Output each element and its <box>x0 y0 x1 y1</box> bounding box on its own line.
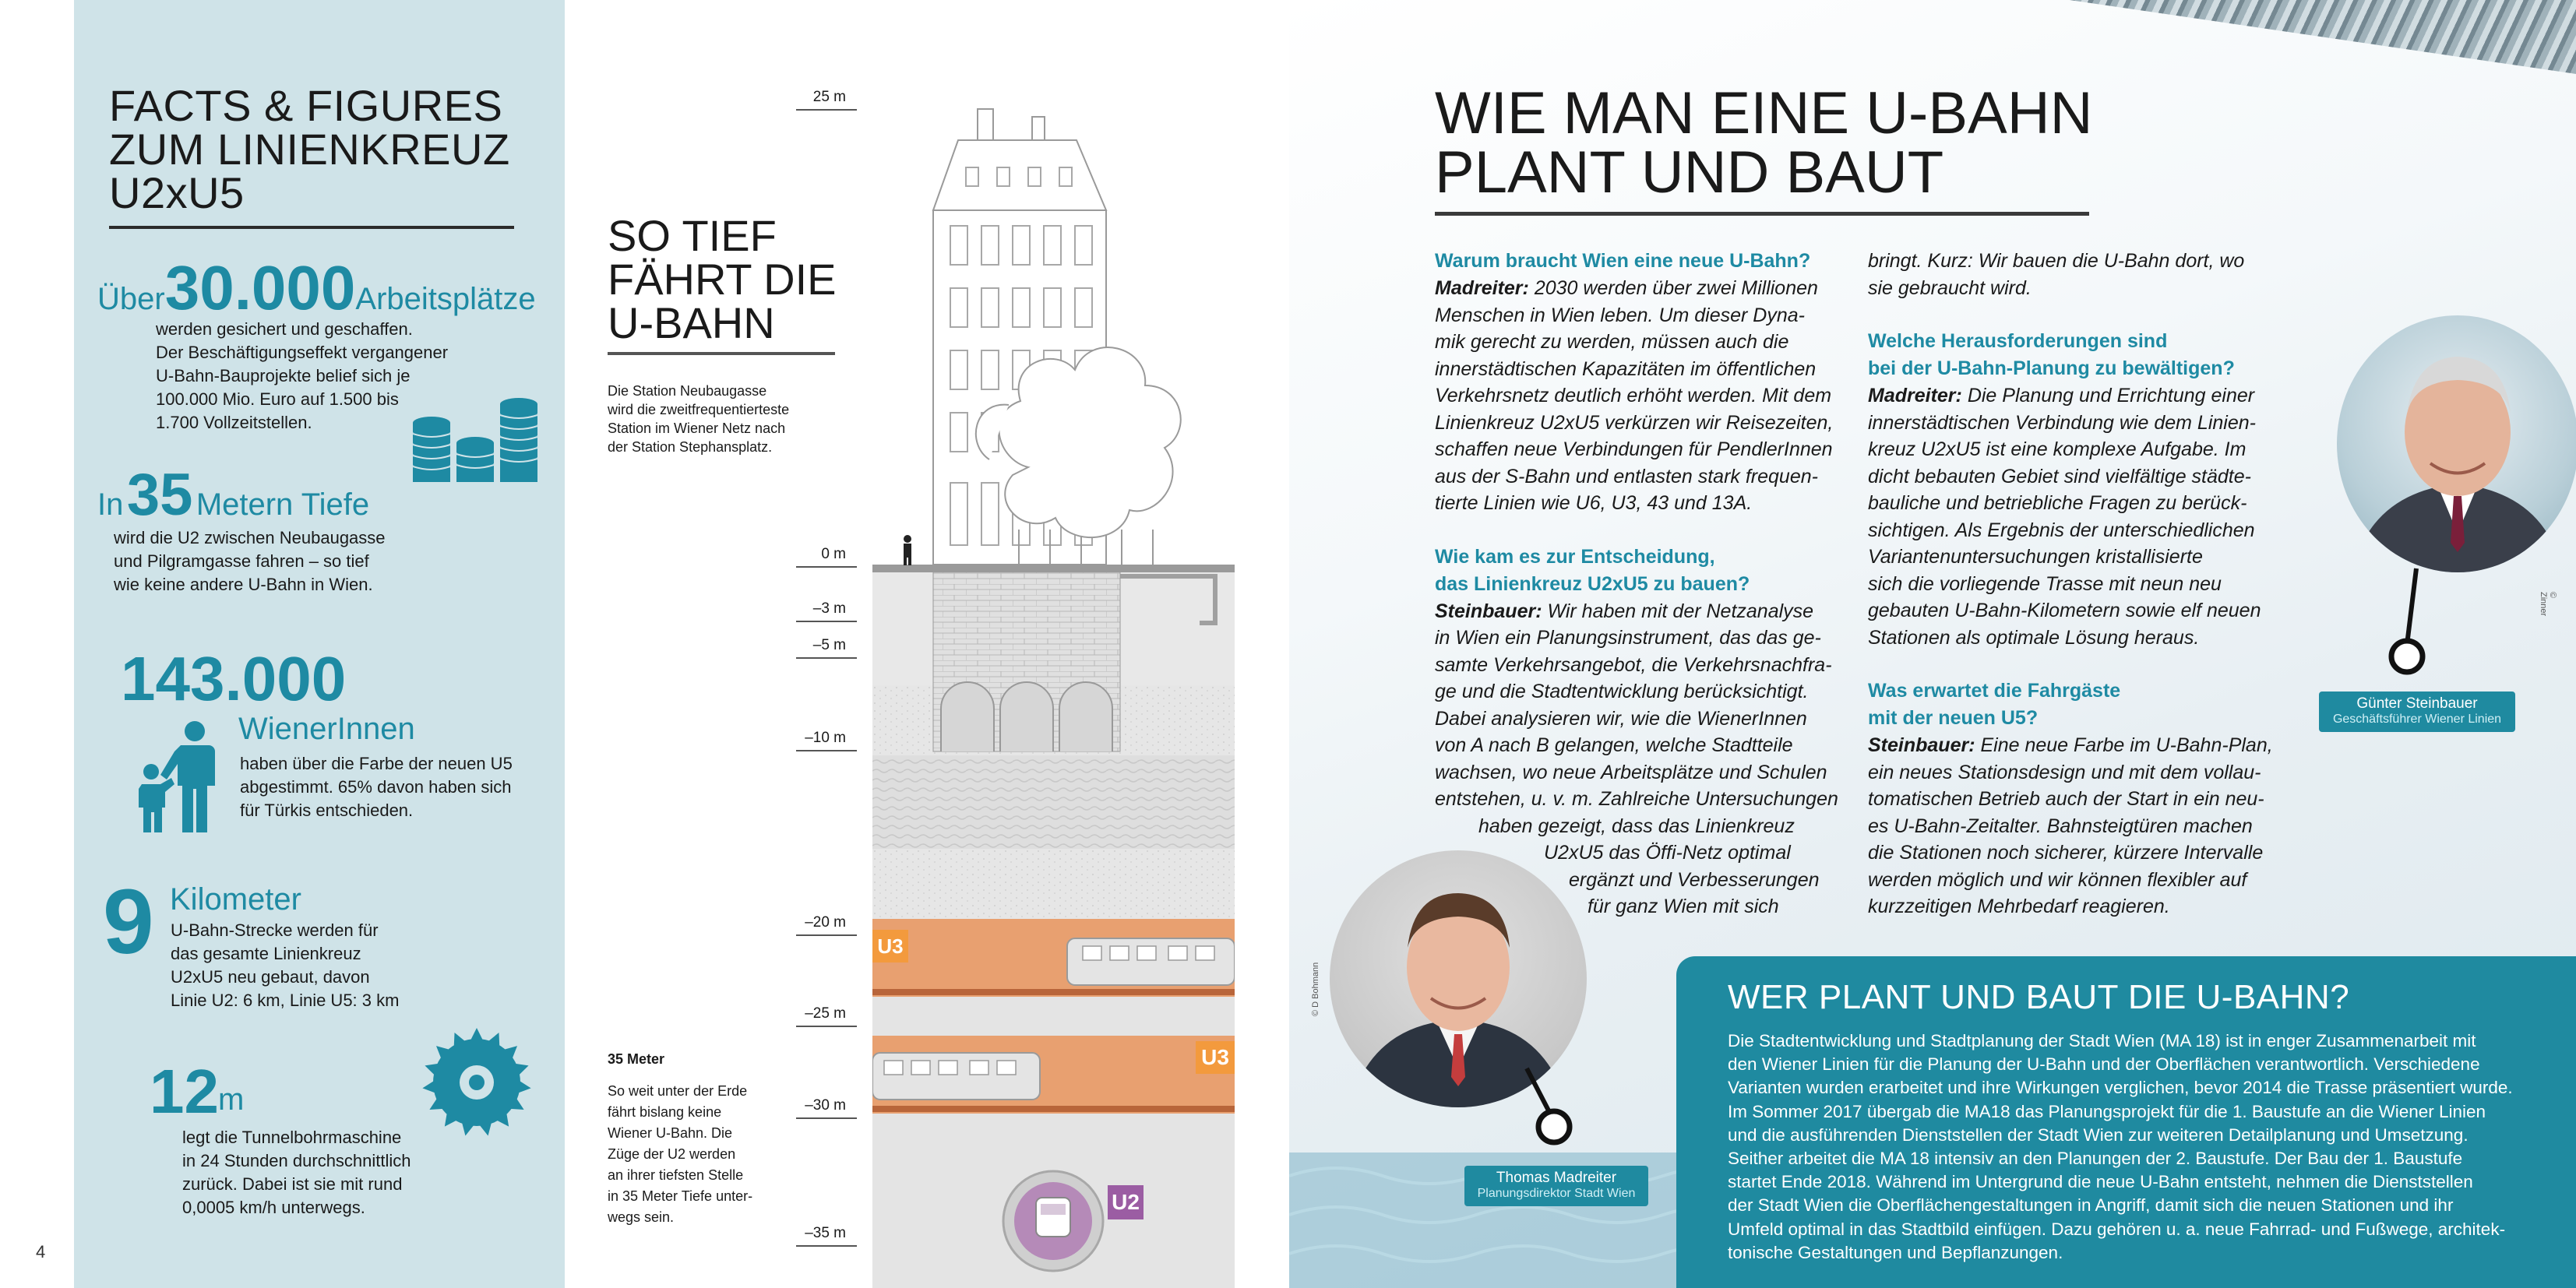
interview-answer <box>1435 275 1840 517</box>
answer-line: Linienkreuz U2xU5 verkürzen wir Reisezeiten, <box>1435 411 1834 434</box>
depth-label: –5 m <box>812 637 846 653</box>
photo-credit: © Zinner <box>2539 592 2557 617</box>
text-line: 1.700 Vollzeitstellen. <box>156 413 312 432</box>
depth-label: 25 m <box>812 89 846 105</box>
u3-badge: U3 <box>872 930 908 962</box>
text-line: Seither arbeitet die MA 18 intensiv an den Planungen der 2. Baustufe. Der Bau der 1. Baustufe <box>1728 1149 2463 1169</box>
question-line: bei der U-Bahn-Planung zu bewältigen? <box>1868 357 2235 379</box>
interview-question <box>1868 328 2289 382</box>
text-line: den Wiener Linien für die Planung der U-Bahn und der Oberflächen verantwortlich. Verschiedene <box>1728 1054 2480 1075</box>
answer-line: für ganz Wien mit sich <box>1588 896 1779 917</box>
stat-jobs-text <box>156 318 448 435</box>
answer-line: gebauten U-Bahn-Kilometern sowie elf neuen <box>1868 600 2261 621</box>
person-name: Thomas Madreiter <box>1496 1170 1617 1186</box>
text-line: wie keine andere U-Bahn in Wien. <box>114 575 373 594</box>
decorative-stripes <box>2070 0 2576 74</box>
text-line: zurück. Dabei ist sie mit rund <box>182 1174 403 1194</box>
text-line: in 24 Stunden durchschnittlich <box>182 1151 411 1170</box>
text-line: der Station Stephansplatz. <box>608 439 773 455</box>
text-line: Der Beschäftigungseffekt vergangener <box>156 343 449 362</box>
madreiter-name-tag <box>1464 1166 1648 1206</box>
depth-label: –25 m <box>805 1005 846 1022</box>
question-line: Wie kam es zur Entscheidung, <box>1435 545 1715 568</box>
depth-tick <box>796 621 857 622</box>
text-line: Im Sommer 2017 übergab die MA18 das Planungsprojekt für die 1. Baustufe an die Wiener Linien <box>1728 1101 2486 1121</box>
article-column-1 <box>1435 248 1840 920</box>
speaker-name: Madreiter: <box>1435 277 1529 299</box>
pin-marker-icon <box>1519 1067 1573 1153</box>
title-line: FÄHRT DIE <box>608 255 837 304</box>
text-line: 0,0005 km/h unterwegs. <box>182 1198 365 1217</box>
speaker-name: Steinbauer: <box>1435 600 1542 622</box>
answer-line: samte Verkehrsangebot, die Verkehrsnachfra- <box>1435 653 1832 676</box>
text-line: Züge der U2 werden <box>608 1146 736 1162</box>
answer-line: bauliche und betriebliche Fragen zu berück- <box>1868 492 2247 514</box>
text-line: U-Bahn-Strecke werden für <box>171 920 379 940</box>
depth-diagram-title <box>608 211 837 347</box>
u2-badge: U2 <box>1108 1185 1144 1219</box>
stat-km-text <box>171 919 399 1012</box>
answer-line: die Stationen noch sicherer, kürzere Intervalle <box>1868 842 2264 864</box>
text-line: Umfeld optimal in das Stadtbild einfügen. Dazu gehören u. a. neue Fahrrad- und Fußwege, architek- <box>1728 1219 2506 1239</box>
answer-line: kreuz U2xU5 ist eine komplexe Aufgabe. Im <box>1868 438 2247 460</box>
stat-voters-number: 143.000 <box>121 644 347 713</box>
interview-question <box>1435 248 1840 275</box>
stat-tbm-number: 12 <box>150 1057 219 1126</box>
answer-line: dicht bebauten Gebiet sind vielfältige städte- <box>1868 465 2251 487</box>
interview-question <box>1435 544 1840 598</box>
answer-line: Eine neue Farbe im U-Bahn-Plan, <box>1975 734 2273 756</box>
depth-35m-title: 35 Meter <box>608 1051 665 1067</box>
stat-voters-unit: WienerInnen <box>238 712 415 746</box>
depth-tick <box>796 934 857 936</box>
depth-tick <box>796 1117 857 1119</box>
info-box-title: WER PLANT UND BAUT DIE U-BAHN? <box>1728 978 2350 1016</box>
answer-line: ge und die Stadtentwicklung berücksichtigt. <box>1435 681 1809 702</box>
text-line: Die Stadtentwicklung und Stadtplanung der Stadt Wien (MA 18) ist in enger Zusammenarbeit mit <box>1728 1031 2476 1050</box>
tunnel-boring-machine-icon <box>421 1026 534 1139</box>
title-line: PLANT UND BAUT <box>1435 139 1944 206</box>
question-line: Was erwartet die Fahrgäste <box>1868 680 2121 702</box>
interview-answer <box>1868 248 2289 301</box>
article-title <box>1435 80 2093 206</box>
answer-line: innerstädtischen Verbindung wie dem Linien- <box>1868 411 2256 434</box>
question-line: mit der neuen U5? <box>1868 707 2039 729</box>
depth-label: –3 m <box>812 600 846 617</box>
speaker-name: Steinbauer: <box>1868 734 1975 756</box>
interview-question <box>1868 677 2289 732</box>
stat-number: 35 <box>126 462 193 528</box>
stat-voters-text <box>240 752 513 822</box>
u3-badge: U3 <box>1196 1041 1235 1074</box>
answer-line: ein neues Stationsdesign und mit dem vollau- <box>1868 761 2261 783</box>
coin-stacks-icon <box>413 393 541 494</box>
answer-line: es U-Bahn-Zeitalter. Bahnsteigtüren machen <box>1868 815 2253 837</box>
question-line: das Linienkreuz U2xU5 zu bauen? <box>1435 572 1750 595</box>
answer-line: ergänzt und Verbesserungen <box>1569 868 1820 891</box>
depth-tick <box>796 750 857 751</box>
steinbauer-portrait <box>2337 315 2576 572</box>
page-number: 4 <box>36 1242 46 1262</box>
answer-line: innerstädtischen Kapazitäten im öffentlichen <box>1435 357 1817 380</box>
answer-line: Stationen als optimale Lösung heraus. <box>1868 626 2200 649</box>
stat-prefix: Über <box>97 282 165 316</box>
answer-line: aus der S-Bahn und entlasten stark frequen- <box>1435 465 1818 487</box>
text-line: wegs sein. <box>608 1209 675 1225</box>
answer-line: in Wien ein Planungsinstrument, das das ge- <box>1435 627 1821 649</box>
answer-line: sichtigen. Als Ergebnis der unterschiedlichen <box>1868 519 2255 541</box>
stat-tbm-unit: m <box>218 1082 245 1117</box>
family-icon <box>134 720 216 833</box>
answer-line: Menschen in Wien leben. Um dieser Dyna- <box>1435 304 1805 326</box>
question-line: Welche Herausforderungen sind <box>1868 330 2168 352</box>
title-line: SO TIEF <box>608 211 777 260</box>
facts-title-line: U2xU5 <box>109 168 245 217</box>
question-line: Warum braucht Wien eine neue U-Bahn? <box>1435 250 1811 272</box>
answer-line: sie gebraucht wird. <box>1868 276 2032 299</box>
text-line: in 35 Meter Tiefe unter- <box>608 1188 753 1204</box>
interview-answer <box>1868 382 2289 651</box>
text-line: startet Ende 2018. Während im Untergrund die neue U-Bahn entsteht, nehmen die Dienststellen <box>1728 1172 2473 1192</box>
facts-title <box>109 81 510 217</box>
depth-tick <box>796 1026 857 1027</box>
stat-depth-headline <box>97 462 370 528</box>
depth-intro-text <box>608 382 826 456</box>
answer-line: wachsen, wo neue Arbeitsplätze und Schulen <box>1435 761 1827 783</box>
stat-jobs-headline <box>97 253 536 322</box>
answer-line: haben gezeigt, dass das Linienkreuz <box>1478 815 1795 837</box>
text-line: an ihrer tiefsten Stelle <box>608 1167 744 1183</box>
text-line: legt die Tunnelbohrmaschine <box>182 1128 402 1147</box>
text-line: und Pilgramgasse fahren – so tief <box>114 551 369 571</box>
stat-unit: Metern Tiefe <box>196 487 370 522</box>
text-line: U-Bahn-Bauprojekte belief sich je <box>156 366 411 385</box>
answer-line: von A nach B gelangen, welche Stadtteile <box>1435 734 1793 756</box>
facts-title-line: FACTS & FIGURES <box>109 81 503 130</box>
photo-credit: © D Bohmann <box>1311 962 1320 1016</box>
answer-line: schaffen neue Verbindungen für PendlerInnen <box>1435 438 1833 460</box>
answer-line: Verkehrsnetz deutlich erhöht werden. Mit dem <box>1435 385 1832 406</box>
text-line: Varianten wurden erarbeitet und ihre Wirkungen verglichen, bevor 2014 die Trasse präsentiert wurde. <box>1728 1078 2513 1098</box>
depth-label: 0 m <box>821 546 846 562</box>
answer-line: Dabei analysieren wir, wie die WienerInnen <box>1435 707 1807 730</box>
answer-line: Wir haben mit der Netzanalyse <box>1542 600 1814 622</box>
text-line: fährt bislang keine <box>608 1104 722 1120</box>
article-column-2 <box>1868 248 2289 920</box>
steinbauer-name-tag <box>2319 692 2515 732</box>
depth-title-divider <box>608 352 835 355</box>
text-line: tonische Gestaltungen und Bepflanzungen. <box>1728 1242 2063 1262</box>
text-line: haben über die Farbe der neuen U5 <box>240 754 513 773</box>
text-line: 100.000 Mio. Euro auf 1.500 bis <box>156 389 399 409</box>
text-line: das gesamte Linienkreuz <box>171 944 361 963</box>
person-role: Planungsdirektor Stadt Wien <box>1477 1187 1636 1200</box>
title-line: WIE MAN EINE U-BAHN <box>1435 80 2093 146</box>
answer-line: bringt. Kurz: Wir bauen die U-Bahn dort, wo <box>1868 250 2245 272</box>
stat-depth-text <box>114 526 386 596</box>
depth-tick <box>796 657 857 659</box>
text-line: So weit unter der Erde <box>608 1083 748 1099</box>
article-title-divider <box>1435 212 2089 216</box>
depth-tick <box>796 566 857 568</box>
answer-line: Variantenuntersuchungen kristallisierte <box>1868 546 2203 568</box>
depth-label: –10 m <box>805 730 846 746</box>
stat-tbm-text <box>182 1126 411 1219</box>
text-line: abgestimmt. 65% davon haben sich <box>240 777 512 797</box>
person-name: Günter Steinbauer <box>2356 695 2478 712</box>
person-silhouette-icon <box>2337 315 2576 572</box>
answer-line: 2030 werden über zwei Millionen <box>1528 277 1818 299</box>
depth-tick <box>796 1245 857 1247</box>
stat-unit: Arbeitsplätze <box>355 282 536 316</box>
stat-km-unit: Kilometer <box>170 882 301 917</box>
answer-line: tierte Linien wie U6, U3, 43 und 13A. <box>1435 492 1753 514</box>
text-line: der Stadt Wien die Oberflächengestaltungen in Angriff, damit sich die neuen Stationen und ihr <box>1728 1195 2454 1216</box>
stat-prefix: In <box>97 487 124 522</box>
text-line: Die Station Neubaugasse <box>608 383 767 399</box>
text-line: Station im Wiener Netz nach <box>608 421 786 436</box>
text-line: für Türkis entschieden. <box>240 801 414 820</box>
person-role: Geschäftsführer Wiener Linien <box>2332 713 2502 726</box>
answer-line: entstehen, u. v. m. Zahlreiche Untersuchungen <box>1435 788 1838 810</box>
ground-cross-section <box>872 93 1235 1288</box>
text-line: U2xU5 neu gebaut, davon <box>171 967 370 987</box>
text-line: werden gesichert und geschaffen. <box>156 319 413 339</box>
title-line: U-BAHN <box>608 298 775 347</box>
answer-line: kurzzeitigen Mehrbedarf reagieren. <box>1868 896 2170 917</box>
depth-label: –35 m <box>805 1225 846 1241</box>
answer-line: Die Planung und Errichtung einer <box>1961 385 2255 406</box>
answer-line: mik gerecht zu werden, müssen auch die <box>1435 331 1789 353</box>
answer-line: werden möglich und wir können flexibler auf <box>1868 868 2247 891</box>
interview-answer <box>1868 732 2289 920</box>
text-line: wird die zweitfrequentierteste <box>608 402 790 417</box>
text-line: und die ausführenden Dienststellen der Stadt Wien zur weiteren Detailplanung und Umsetzung. <box>1728 1124 2469 1145</box>
facts-title-line: ZUM LINIENKREUZ <box>109 125 510 174</box>
depth-label: –20 m <box>805 914 846 931</box>
text-line: Linie U2: 6 km, Linie U5: 3 km <box>171 991 400 1010</box>
answer-line: tomatischen Betrieb auch der Start in ein neu- <box>1868 788 2264 810</box>
depth-tick <box>796 109 857 111</box>
stat-number: 30.000 <box>164 253 356 322</box>
speaker-name: Madreiter: <box>1868 385 1962 406</box>
answer-line: sich die vorliegende Trasse mit neun neu <box>1868 572 2222 595</box>
depth-label: –30 m <box>805 1097 846 1114</box>
text-line: Wiener U-Bahn. Die <box>608 1125 733 1141</box>
answer-line: U2xU5 das Öffi-Netz optimal <box>1544 842 1791 864</box>
text-line: wird die U2 zwischen Neubaugasse <box>114 528 386 547</box>
facts-divider <box>109 226 514 229</box>
depth-35m-text <box>608 1081 771 1228</box>
stat-km-number: 9 <box>103 871 154 973</box>
info-box-text <box>1728 1029 2553 1265</box>
pin-marker-icon <box>2384 567 2438 684</box>
